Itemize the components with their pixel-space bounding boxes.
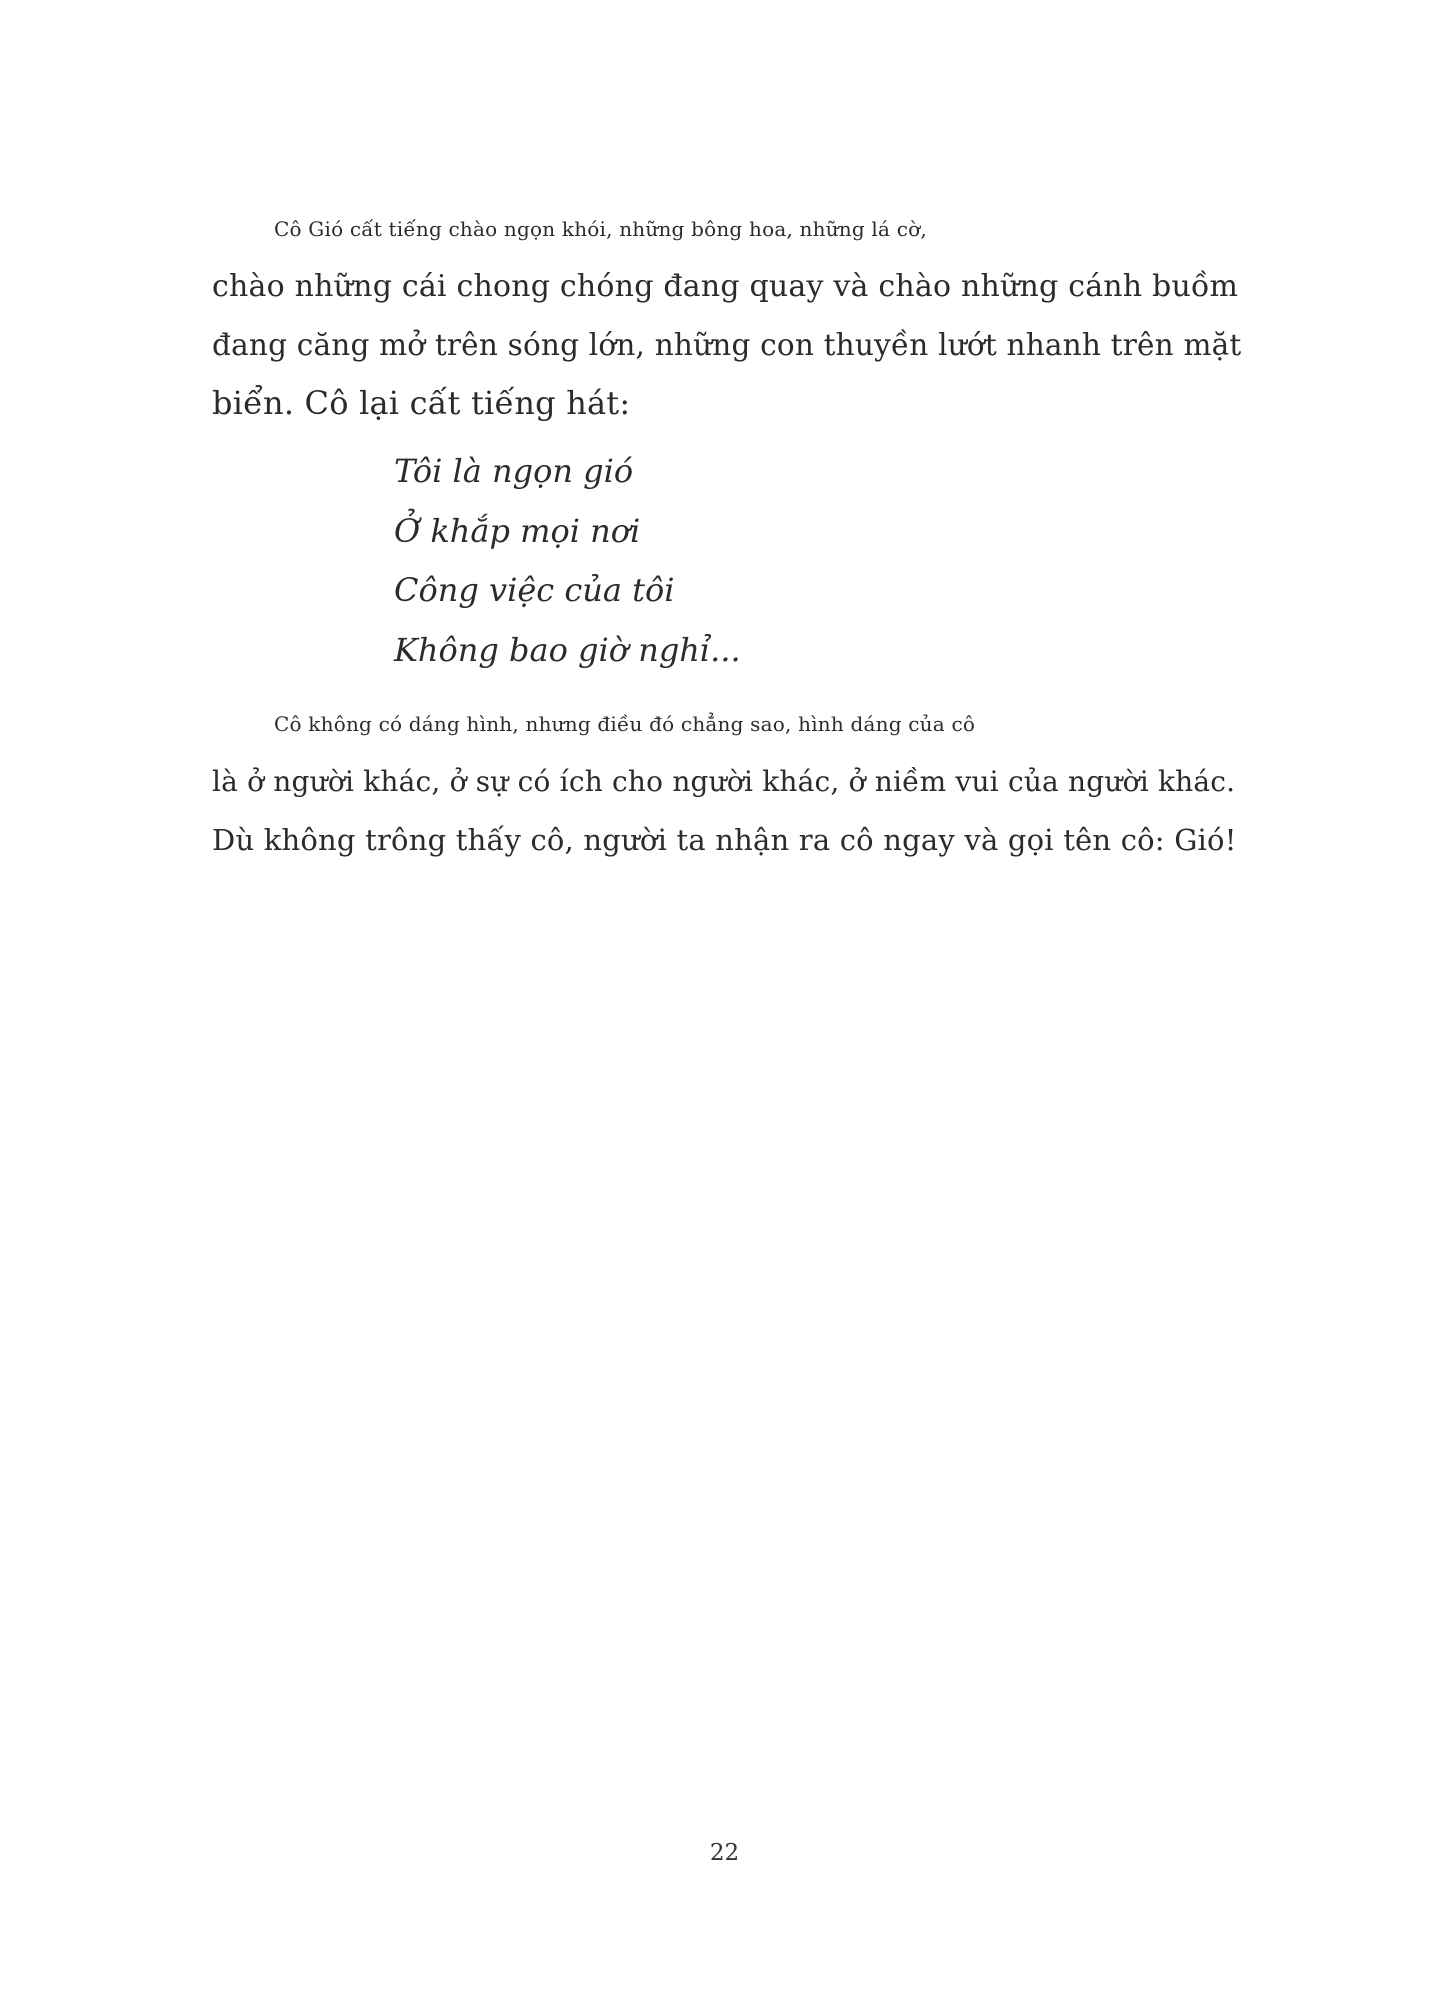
paragraph-line: chào những cái chong chóng đang quay và chào những cánh buồm (212, 269, 1239, 304)
paragraph-line: Dù không trông thấy cô, người ta nhận ra cô ngay và gọi tên cô: Gió! (212, 823, 1237, 857)
verse-line: Không bao giờ nghỉ... (394, 630, 741, 669)
paragraph-line: đang căng mở trên sóng lớn, những con thuyền lướt nhanh trên mặt (212, 328, 1242, 362)
paragraph-line: Cô Gió cất tiếng chào ngọn khói, những bông hoa, những lá cờ, (274, 217, 927, 241)
verse-line: Công việc của tôi (394, 571, 675, 609)
paragraph-line: là ở người khác, ở sự có ích cho người khác, ở niềm vui của người khác. (212, 765, 1236, 798)
paragraph-line: biển. Cô lại cất tiếng hát: (212, 384, 631, 422)
verse-line: Tôi là ngọn gió (394, 452, 634, 490)
page-number: 22 (709, 1840, 740, 1866)
verse-line: Ở khắp mọi nơi (394, 511, 641, 550)
paragraph-wind-greeting (212, 200, 1242, 432)
song-verse (394, 442, 741, 680)
paragraph-wind-shape (212, 695, 1242, 869)
paragraph-line: Cô không có dáng hình, nhưng điều đó chẳng sao, hình dáng của cô (274, 712, 976, 736)
